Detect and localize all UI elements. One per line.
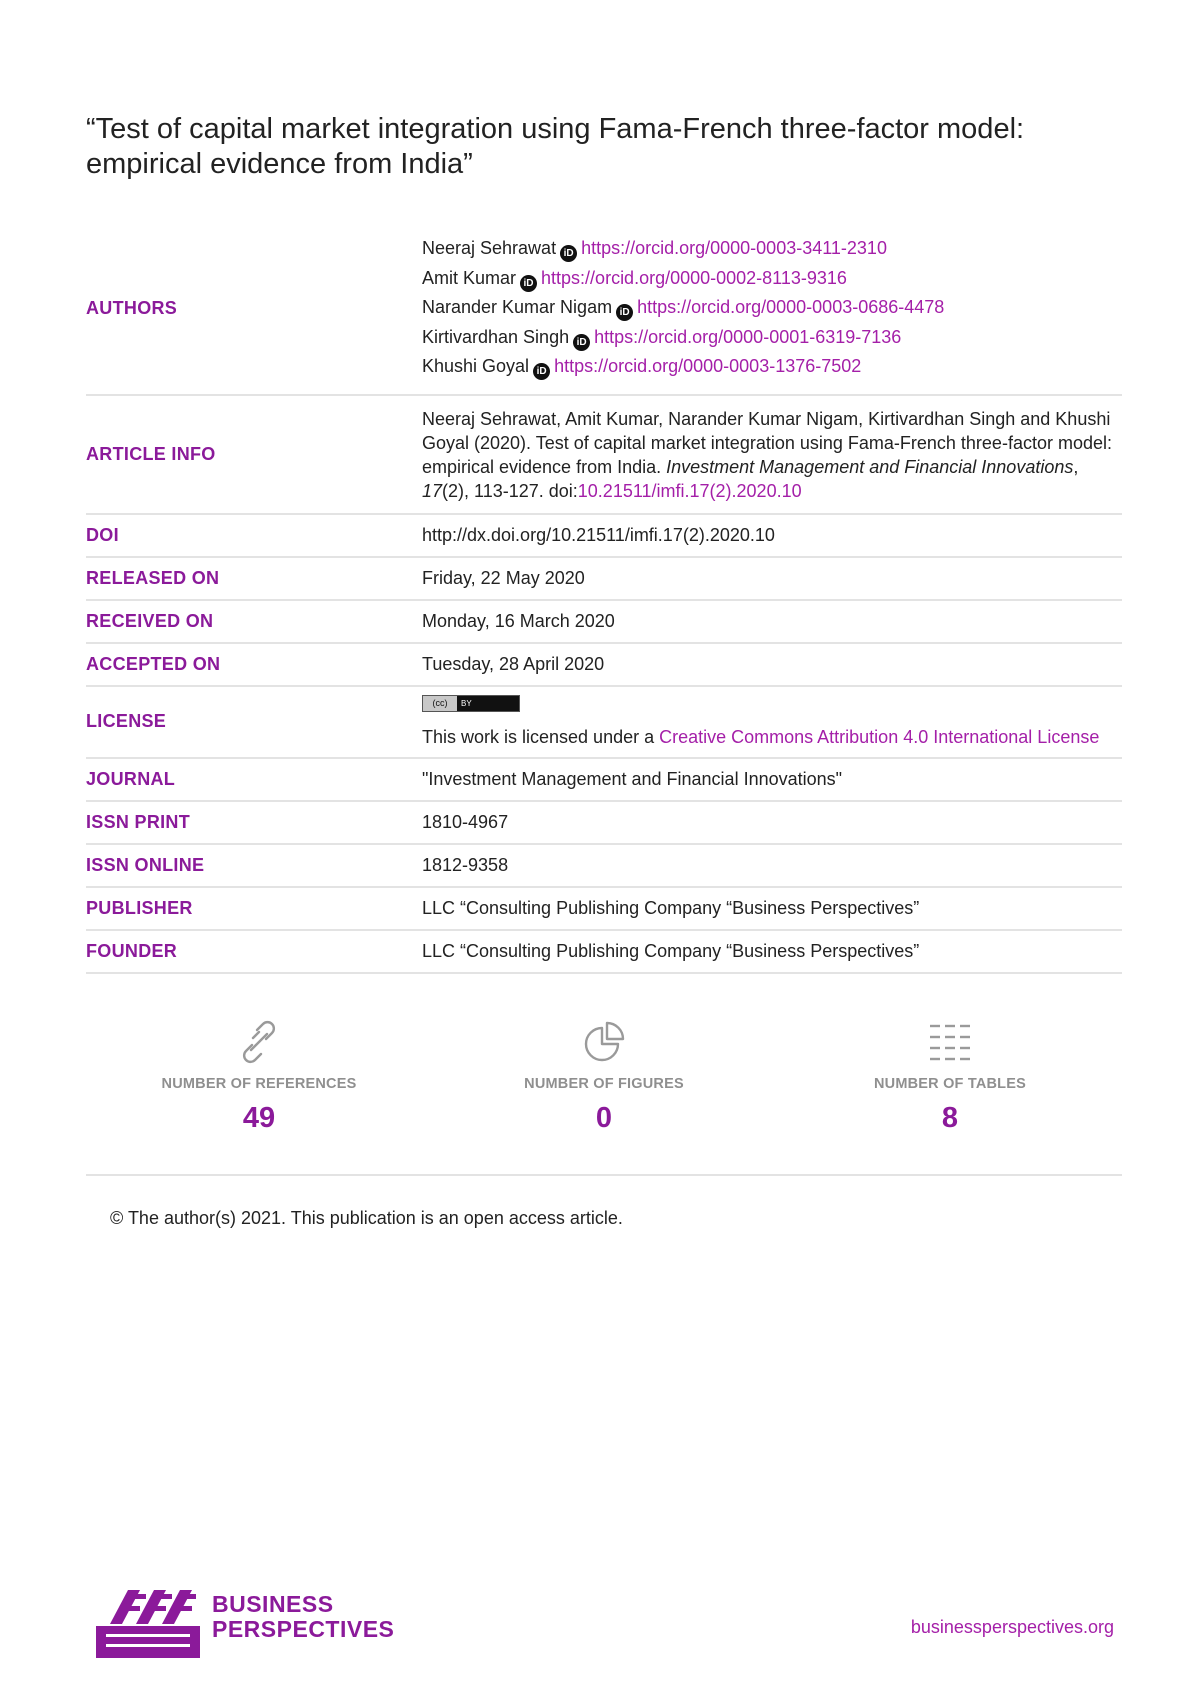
license-text: This work is licensed under a (422, 726, 660, 747)
orcid-icon: iD (520, 275, 537, 292)
author-item (422, 352, 1122, 382)
citation-volume: 17 (422, 480, 443, 501)
cc-badge-right: BY (461, 698, 472, 708)
license-label: LICENSE (86, 711, 167, 731)
accepted-value: Tuesday, 28 April 2020 (422, 654, 605, 674)
issn-online-row (86, 844, 1122, 887)
stat-references (134, 1020, 384, 1135)
author-orcid-link[interactable]: https://orcid.org/0000-0003-1376-7502 (554, 356, 862, 376)
authors-list (422, 224, 1122, 395)
journal-row (86, 758, 1122, 801)
author-item (422, 264, 1122, 294)
logo-wordmark (212, 1592, 394, 1642)
logo-line-2: PERSPECTIVES (212, 1616, 395, 1642)
citation-doi-link[interactable]: 10.21511/imfi.17(2).2020.10 (577, 480, 802, 501)
orcid-icon: iD (616, 304, 633, 321)
stat-tables (825, 1020, 1075, 1135)
citation-separator: , (1073, 456, 1079, 477)
link-icon (237, 1020, 281, 1064)
pie-chart-icon (582, 1020, 626, 1064)
cc-badge-left: (cc) (423, 696, 457, 711)
released-row (86, 557, 1122, 600)
stat-references-label: NUMBER OF REFERENCES (161, 1076, 357, 1092)
orcid-icon: iD (560, 245, 577, 262)
issn-online-label: ISSN ONLINE (86, 854, 205, 875)
article-info-row (86, 395, 1122, 514)
doi-row (86, 514, 1122, 557)
license-value (422, 686, 1122, 758)
received-label: RECEIVED ON (86, 610, 214, 631)
journal-label: JOURNAL (86, 768, 176, 789)
publisher-label: PUBLISHER (86, 897, 193, 918)
accepted-row (86, 643, 1122, 686)
author-orcid-link[interactable]: https://orcid.org/0000-0003-3411-2310 (581, 238, 887, 258)
author-name: Kirtivardhan Singh (422, 326, 570, 347)
stat-tables-value: 8 (941, 1102, 959, 1134)
issn-print-value: 1810-4967 (422, 812, 509, 832)
author-name: Narander Kumar Nigam (422, 297, 613, 317)
author-name: Amit Kumar (422, 267, 517, 288)
released-value: Friday, 22 May 2020 (422, 568, 585, 588)
citation-text: Neeraj Sehrawat, Amit Kumar, Narander Kumar Nigam, Kirtivardhan Singh and Khushi Goyal (2020). Test of capital market integration using Fama-French three-factor model: empirical evidence from India. (422, 408, 1112, 477)
received-value: Monday, 16 March 2020 (422, 611, 615, 631)
article-meta-table (86, 224, 1122, 974)
founder-row (86, 930, 1122, 973)
citation-pages: (2), 113-127. doi: (442, 480, 578, 501)
accepted-label: ACCEPTED ON (86, 653, 221, 674)
article-citation (422, 395, 1122, 514)
author-orcid-link[interactable]: https://orcid.org/0000-0002-8113-9316 (541, 267, 847, 288)
received-row (86, 600, 1122, 643)
author-item (422, 323, 1122, 353)
orcid-icon: iD (533, 363, 550, 380)
website-link[interactable]: businessperspectives.org (910, 1617, 1114, 1637)
founder-value: LLC “Consulting Publishing Company “Business Perspectives” (422, 941, 920, 961)
copyright-notice: © The author(s) 2021. This publication is an open access article. (110, 1208, 623, 1228)
issn-online-value: 1812-9358 (422, 855, 509, 875)
article-info-label: ARTICLE INFO (86, 443, 216, 464)
author-item (422, 234, 1122, 264)
stat-tables-label: NUMBER OF TABLES (874, 1076, 1026, 1092)
author-orcid-link[interactable]: https://orcid.org/0000-0003-0686-4478 (637, 297, 945, 317)
issn-print-row (86, 801, 1122, 844)
logo-mark-icon (96, 1588, 200, 1658)
authors-row (86, 224, 1122, 395)
issn-print-label: ISSN PRINT (86, 811, 191, 832)
released-label: RELEASED ON (86, 567, 220, 588)
journal-value: "Investment Management and Financial Innovations" (422, 769, 843, 789)
cc-by-badge-icon[interactable] (422, 695, 520, 712)
publisher-row (86, 887, 1122, 930)
stat-references-value: 49 (242, 1102, 276, 1134)
stat-figures (479, 1020, 729, 1135)
business-perspectives-logo[interactable] (96, 1588, 395, 1658)
author-name: Neeraj Sehrawat (422, 238, 557, 258)
page-title: “Test of capital market integration using Fama-French three-factor model: empirical evidence from India” (86, 113, 1025, 180)
author-orcid-link[interactable]: https://orcid.org/0000-0001-6319-7136 (594, 326, 902, 347)
author-name: Khushi Goyal (422, 356, 530, 376)
founder-label: FOUNDER (86, 940, 178, 961)
table-icon (928, 1020, 972, 1064)
doi-value: http://dx.doi.org/10.21511/imfi.17(2).2020.10 (422, 525, 775, 545)
article-stats (86, 1020, 1122, 1176)
stat-figures-label: NUMBER OF FIGURES (524, 1076, 684, 1092)
license-link[interactable]: Creative Commons Attribution 4.0 International License (659, 726, 1100, 747)
authors-label: AUTHORS (86, 298, 178, 319)
citation-journal: Investment Management and Financial Innovations (666, 456, 1074, 477)
doi-label: DOI (86, 524, 119, 545)
publisher-value: LLC “Consulting Publishing Company “Business Perspectives” (422, 898, 920, 918)
stat-figures-value: 0 (595, 1102, 613, 1134)
orcid-icon: iD (573, 334, 590, 351)
license-row (86, 686, 1122, 758)
author-item (422, 293, 1122, 323)
logo-line-1: BUSINESS (212, 1591, 334, 1617)
